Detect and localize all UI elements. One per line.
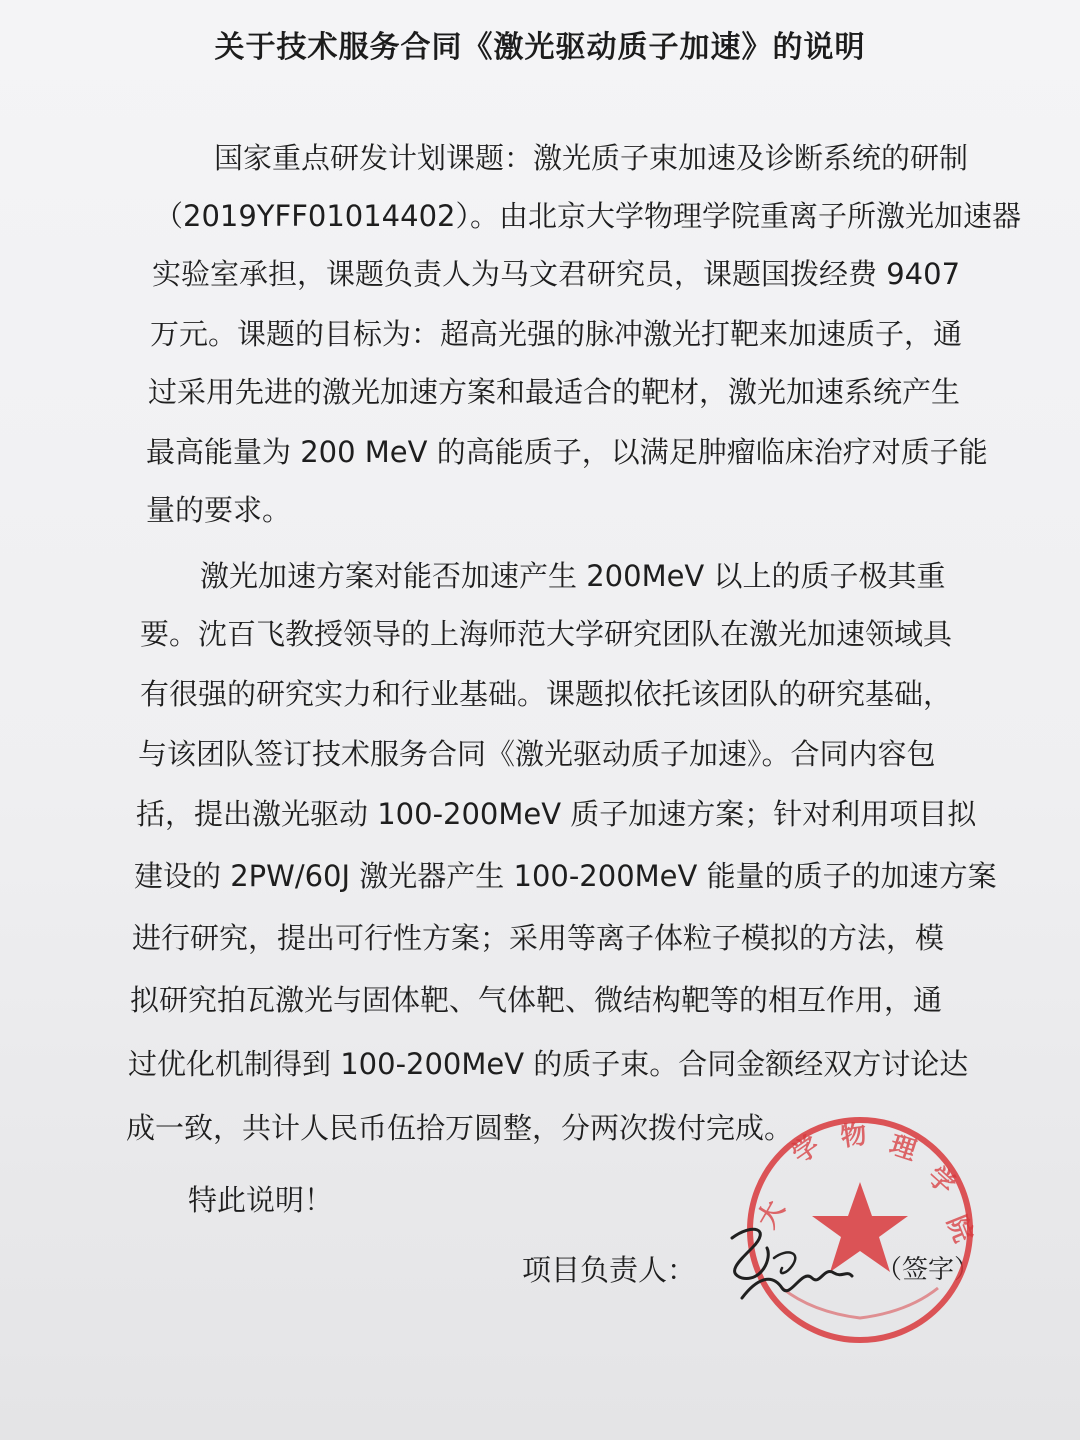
paragraph-1-line-1: 国家重点研发计划课题：激光质子束加速及诊断系统的研制 xyxy=(214,141,969,175)
paragraph-1-line-4: 万元。课题的目标为：超高光强的脉冲激光打靶来加速质子，通 xyxy=(150,317,963,351)
paragraph-2-line-5: 括，提出激光驱动 100-200MeV 质子加速方案；针对利用项目拟 xyxy=(136,797,977,831)
paragraph-1-line-7: 量的要求。 xyxy=(146,493,292,527)
paragraph-1-line-5: 过采用先进的激光加速方案和最适合的靶材，激光加速系统产生 xyxy=(148,375,961,409)
svg-text:理: 理 xyxy=(885,1130,920,1167)
handwritten-signature xyxy=(712,1218,862,1308)
paragraph-2-line-7: 进行研究，提出可行性方案；采用等离子体粒子模拟的方法，模 xyxy=(132,921,945,955)
signature-note: （签字） xyxy=(876,1255,981,1285)
svg-text:学: 学 xyxy=(921,1160,961,1201)
paragraph-2-line-6: 建设的 2PW/60J 激光器产生 100-200MeV 能量的质子的加速方案 xyxy=(134,859,997,893)
paragraph-2-line-1: 激光加速方案对能否加速产生 200MeV 以上的质子极其重 xyxy=(200,559,946,593)
paragraph-1-line-3: 实验室承担，课题负责人为马文君研究员，课题国拨经费 9407 xyxy=(152,257,961,291)
svg-text:大: 大 xyxy=(752,1195,792,1234)
svg-text:物: 物 xyxy=(838,1119,869,1153)
svg-text:学: 学 xyxy=(786,1130,826,1170)
paragraph-1-line-6: 最高能量为 200 MeV 的高能质子，以满足肿瘤临床治疗对质子能 xyxy=(146,435,988,469)
paragraph-2-line-8: 拟研究拍瓦激光与固体靶、气体靶、微结构靶等的相互作用，通 xyxy=(130,983,943,1017)
paragraph-2-line-3: 有很强的研究实力和行业基础。课题拟依托该团队的研究基础， xyxy=(140,677,953,711)
signer-label: 项目负责人： xyxy=(522,1253,697,1287)
paragraph-2-line-10: 成一致，共计人民币伍拾万圆整，分两次拨付完成。 xyxy=(126,1111,794,1145)
paragraph-2-line-4: 与该团队签订技术服务合同《激光驱动质子加速》。合同内容包 xyxy=(138,737,936,771)
closing-statement: 特此说明！ xyxy=(188,1183,334,1217)
paragraph-2-line-9: 过优化机制得到 100-200MeV 的质子束。合同金额经双方讨论达 xyxy=(128,1047,969,1081)
document-title: 关于技术服务合同《激光驱动质子加速》的说明 xyxy=(214,30,866,65)
svg-text:院: 院 xyxy=(940,1211,978,1247)
paragraph-1-line-2: （2019YFF01014402）。由北京大学物理学院重离子所激光加速器 xyxy=(154,199,1021,233)
paragraph-2-line-2: 要。沈百飞教授领导的上海师范大学研究团队在激光加速领域具 xyxy=(140,617,953,651)
